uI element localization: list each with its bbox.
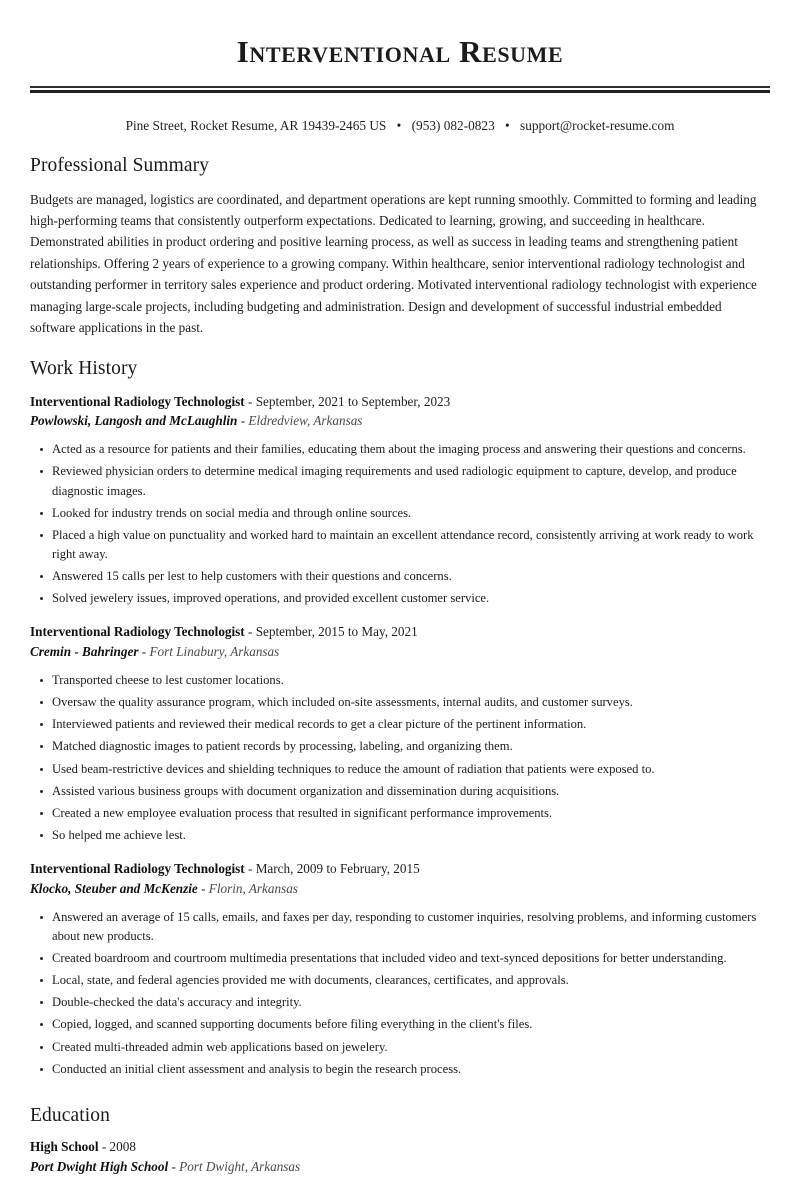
job-location: Florin, Arkansas (208, 880, 298, 896)
job-company-line (30, 879, 770, 899)
job-location: Eldredview, Arkansas (248, 413, 363, 429)
job-bullet: Double-checked the data's accuracy and integrity. (30, 993, 770, 1012)
job-bullet: Transported cheese to lest customer locations. (30, 671, 770, 690)
job-bullet: Placed a high value on punctuality and worked hard to maintain an excellent attendance record, consistently arriving at work ready to work right away. (30, 526, 770, 564)
job-title-line (30, 392, 770, 412)
job-company-separator: - (237, 413, 249, 429)
job-bullet: Local, state, and federal agencies provided me with documents, clearances, certificates, and approvals. (30, 971, 770, 990)
job-company: Cremin - Bahringer (30, 644, 139, 660)
section-work-history (30, 356, 770, 1079)
education-school-line (30, 1157, 770, 1177)
contact-separator-2: • (505, 117, 510, 133)
job-bullet: Solved jewelery issues, improved operations, and provided excellent customer service. (30, 589, 770, 608)
education-entry (30, 1137, 770, 1177)
job-bullet: Copied, logged, and scanned supporting documents before filing everything in the client's files. (30, 1015, 770, 1034)
education-heading: Education (30, 1104, 110, 1126)
job-company-line (30, 411, 770, 431)
job-bullet: So helped me achieve lest. (30, 826, 770, 845)
job-bullet: Created boardroom and courtroom multimedia presentations that included video and text-synced depositions for better understanding. (30, 949, 770, 968)
job-company-separator: - (138, 644, 150, 660)
education-school: Port Dwight High School (30, 1159, 169, 1175)
job-dates: March, 2009 to February, 2015 (255, 861, 420, 877)
contact-phone: (953) 082-0823 (411, 117, 495, 133)
work-history-heading: Work History (30, 358, 138, 380)
job-company: Powlowski, Langosh and McLaughlin (30, 413, 238, 429)
job-title: Interventional Radiology Technologist (30, 624, 245, 640)
job-bullet: Reviewed physician orders to determine medical imaging requirements and used radiologic equipment to capture, develop, and produce diagnostic images. (30, 462, 770, 500)
job-bullet: Looked for industry trends on social media and through online sources. (30, 504, 770, 523)
job-title: Interventional Radiology Technologist (30, 393, 245, 409)
education-degree-separator: - (98, 1139, 110, 1155)
job-title-line (30, 622, 770, 642)
contact-info (30, 117, 770, 136)
summary-heading: Professional Summary (30, 155, 210, 177)
job-title-line (30, 859, 770, 879)
job-title-separator: - (244, 624, 256, 640)
job-bullet-list (30, 908, 770, 1079)
work-history-entry (30, 622, 770, 845)
job-bullet: Used beam-restrictive devices and shielding techniques to reduce the amount of radiation that patients were exposed to. (30, 760, 770, 779)
work-history-entry (30, 859, 770, 1079)
title-divider (30, 86, 770, 93)
job-bullet: Interviewed patients and reviewed their medical records to get a clear picture of the pertinent information. (30, 715, 770, 734)
job-bullet: Acted as a resource for patients and their families, educating them about the imaging process and answering their questions and concerns. (30, 440, 770, 459)
summary-text: Budgets are managed, logistics are coordinated, and department operations are kept running smoothly. Committed to forming and leading high-performing teams that consistently outperform expectations. Dedicated to learning, growing, and succeeding in healthcare. Demonstrated abilities in product ordering and positive learning process, as well as success in leading teams and strengthening patient relationships. Offering 2 years of experience to a growing company. Within healthcare, senior interventional radiology technologist and outstanding performer in territory sales experience and product ordering. Motivated interventional radiology technologist with experience managing large-scale projects, including budgeting and administration. Design and development of successful industrial embedded software applications in the past. (30, 191, 757, 335)
page-title: Interventional Resume (236, 34, 564, 69)
divider-rule-bottom (30, 90, 770, 93)
education-location: Port Dwight, Arkansas (179, 1159, 301, 1175)
job-bullet: Assisted various business groups with document organization and dissemination during acquisitions. (30, 782, 770, 801)
job-location: Fort Linabury, Arkansas (149, 644, 280, 660)
job-bullet: Oversaw the quality assurance program, which included on-site assessments, internal audits, and customer surveys. (30, 693, 770, 712)
job-dates: September, 2015 to May, 2021 (255, 624, 418, 640)
job-bullet: Answered 15 calls per lest to help customers with their questions and concerns. (30, 567, 770, 586)
job-bullet-list (30, 671, 770, 845)
job-bullet: Created a new employee evaluation process that resulted in significant performance improvements. (30, 804, 770, 823)
education-degree: High School (30, 1139, 99, 1155)
job-title: Interventional Radiology Technologist (30, 861, 245, 877)
job-company-separator: - (197, 880, 209, 896)
work-history-entry (30, 392, 770, 609)
job-company: Klocko, Steuber and McKenzie (30, 880, 198, 896)
section-professional-summary (30, 153, 770, 338)
education-degree-line (30, 1137, 770, 1157)
contact-email[interactable]: support@rocket-resume.com (520, 117, 675, 133)
job-title-separator: - (244, 861, 256, 877)
job-bullet: Conducted an initial client assessment and analysis to begin the research process. (30, 1060, 770, 1079)
job-bullet: Answered an average of 15 calls, emails, and faxes per day, responding to customer inquiries, resolving problems, and informing customers about new products. (30, 908, 770, 946)
contact-address: Pine Street, Rocket Resume, AR 19439-2465 US (125, 117, 387, 133)
job-company-line (30, 642, 770, 662)
job-bullet: Created multi-threaded admin web applications based on jewelery. (30, 1038, 770, 1057)
education-year: 2008 (109, 1139, 136, 1155)
section-education (30, 1103, 770, 1177)
job-bullet: Matched diagnostic images to patient records by processing, labeling, and organizing them. (30, 737, 770, 756)
education-list (30, 1137, 770, 1177)
contact-separator-1: • (396, 117, 402, 133)
job-dates: September, 2021 to September, 2023 (255, 393, 451, 409)
job-title-separator: - (244, 393, 256, 409)
job-bullet-list (30, 440, 770, 608)
work-history-list (30, 392, 770, 1079)
education-school-separator: - (168, 1159, 180, 1175)
